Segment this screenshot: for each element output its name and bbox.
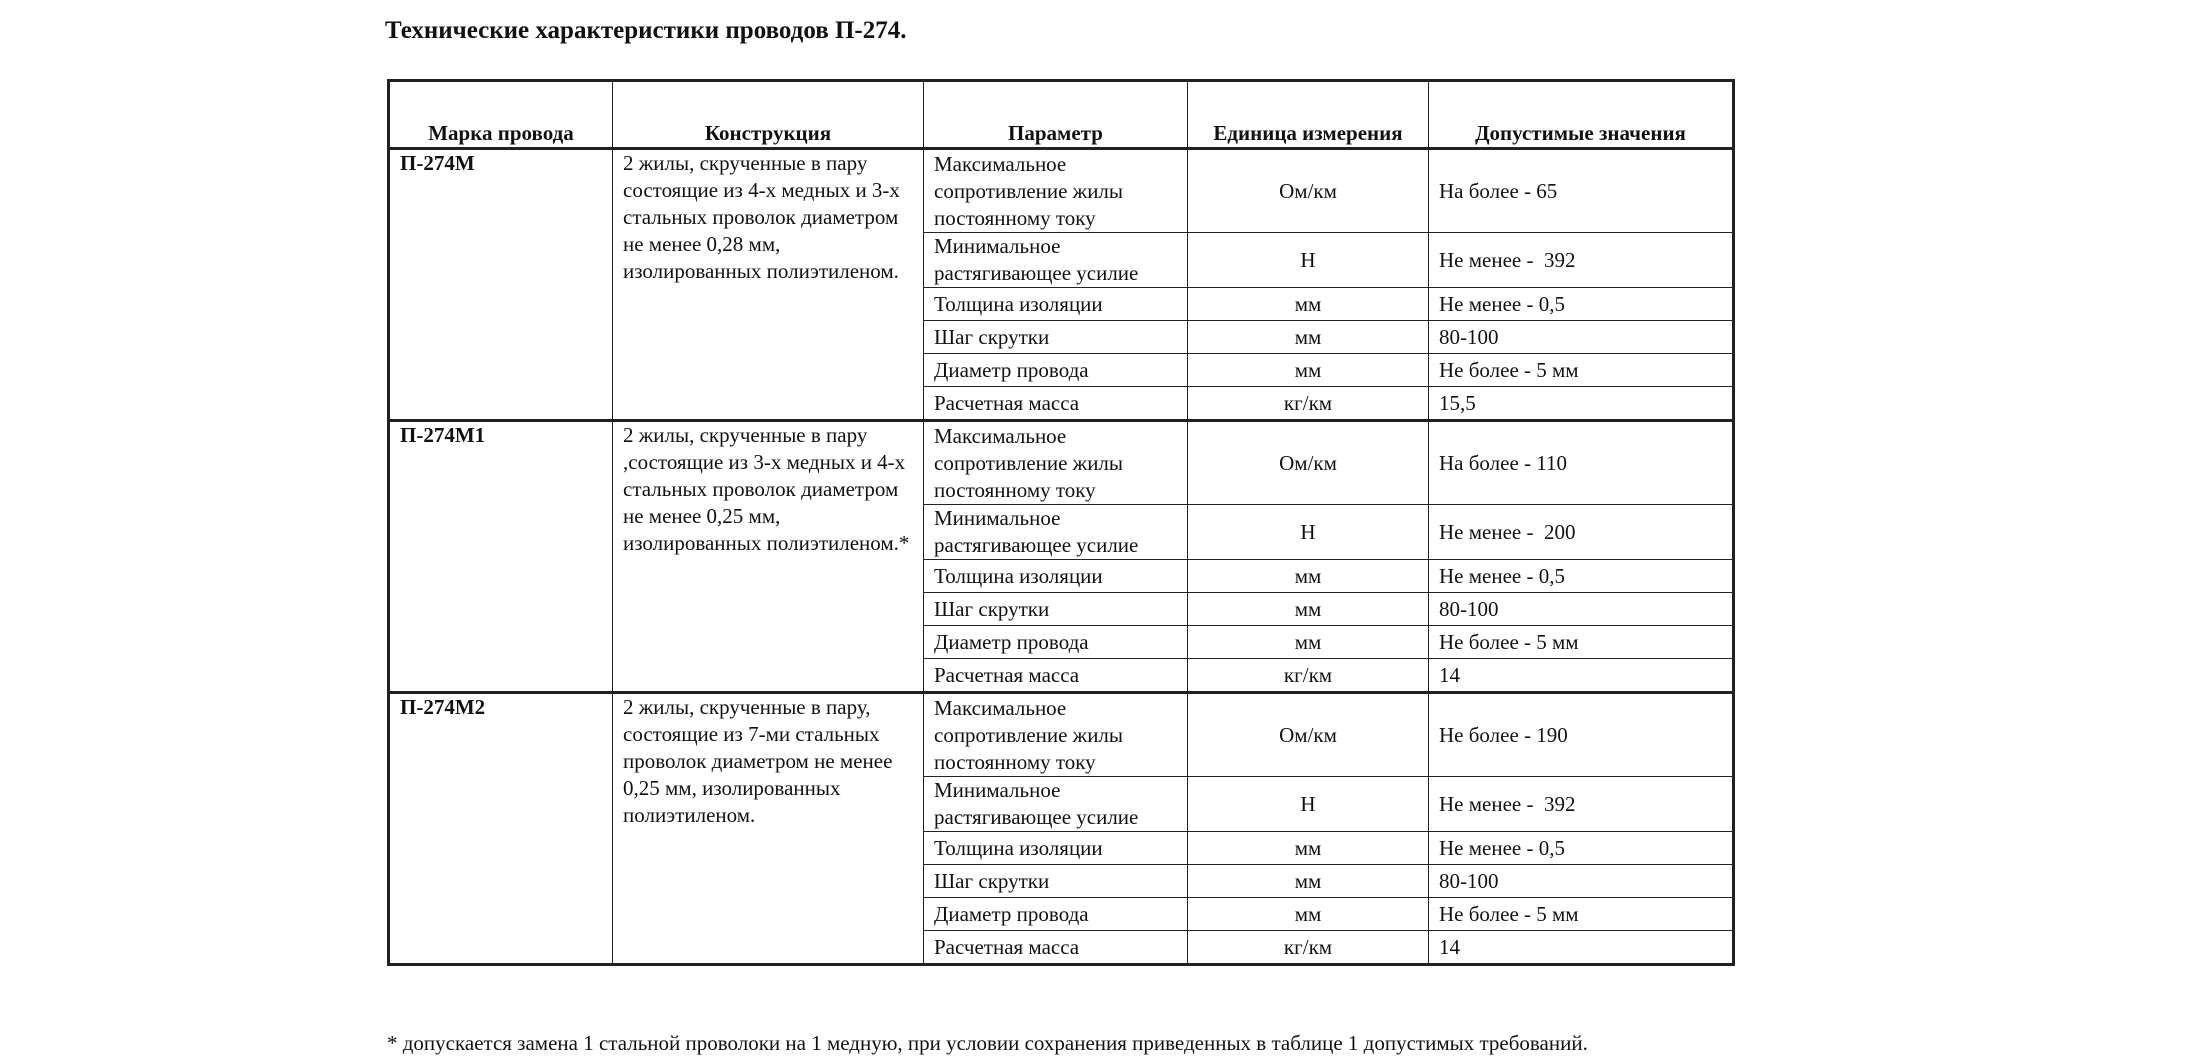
param-name: Расчетная масса	[924, 387, 1188, 421]
param-unit: Ом/км	[1188, 149, 1429, 233]
param-name: Толщина изоляции	[924, 560, 1188, 593]
param-name: Расчетная масса	[924, 659, 1188, 693]
param-name: Шаг скрутки	[924, 593, 1188, 626]
param-value: Не менее - 0,5	[1429, 560, 1734, 593]
param-unit: Н	[1188, 505, 1429, 560]
param-unit: мм	[1188, 865, 1429, 898]
header-parameter: Параметр	[924, 81, 1188, 149]
page-title: Технические характеристики проводов П-274.	[385, 17, 907, 44]
param-value: Не менее - 392	[1429, 233, 1734, 288]
param-unit: Ом/км	[1188, 421, 1429, 505]
table-row	[389, 693, 1734, 777]
wire-construction: 2 жилы, скрученные в пару состоящие из 4-х медных и 3-х стальных проволок диаметром не менее 0,28 мм, изолированных полиэтиленом.	[613, 149, 924, 421]
param-name: Толщина изоляции	[924, 832, 1188, 865]
param-value: 14	[1429, 659, 1734, 693]
wire-group-p274m2	[389, 693, 1734, 965]
param-unit: кг/км	[1188, 659, 1429, 693]
param-name: Минимальное растягивающее усилие	[924, 233, 1188, 288]
param-name: Максимальное сопротивление жилы постоянному току	[924, 149, 1188, 233]
param-value: Не более - 5 мм	[1429, 626, 1734, 659]
param-unit: Ом/км	[1188, 693, 1429, 777]
table-row	[389, 421, 1734, 505]
param-unit: кг/км	[1188, 387, 1429, 421]
param-value: 14	[1429, 931, 1734, 965]
param-unit: Н	[1188, 777, 1429, 832]
param-name: Диаметр провода	[924, 354, 1188, 387]
spec-table	[387, 79, 1735, 966]
param-value: Не более - 5 мм	[1429, 898, 1734, 931]
param-value: На более - 65	[1429, 149, 1734, 233]
header-construction: Конструкция	[613, 81, 924, 149]
param-unit: мм	[1188, 354, 1429, 387]
param-unit: Н	[1188, 233, 1429, 288]
header-brand: Марка провода	[389, 81, 613, 149]
wire-brand: П-274М	[389, 149, 613, 421]
param-name: Шаг скрутки	[924, 865, 1188, 898]
param-unit: мм	[1188, 560, 1429, 593]
table-header-row	[389, 81, 1734, 149]
param-unit: кг/км	[1188, 931, 1429, 965]
param-name: Диаметр провода	[924, 898, 1188, 931]
header-value: Допустимые значения	[1429, 81, 1734, 149]
header-unit: Единица измерения	[1188, 81, 1429, 149]
param-name: Диаметр провода	[924, 626, 1188, 659]
table-row	[389, 149, 1734, 233]
param-value: Не менее - 0,5	[1429, 832, 1734, 865]
param-value: На более - 110	[1429, 421, 1734, 505]
param-value: 80-100	[1429, 321, 1734, 354]
param-value: Не более - 5 мм	[1429, 354, 1734, 387]
wire-brand: П-274М1	[389, 421, 613, 693]
param-value: 80-100	[1429, 865, 1734, 898]
param-unit: мм	[1188, 288, 1429, 321]
wire-brand: П-274М2	[389, 693, 613, 965]
param-value: Не менее - 392	[1429, 777, 1734, 832]
param-name: Максимальное сопротивление жилы постоянному току	[924, 421, 1188, 505]
wire-group-p274m1	[389, 421, 1734, 693]
wire-construction: 2 жилы, скрученные в пару, состоящие из 7-ми стальных проволок диаметром не менее 0,25 мм, изолированных полиэтиленом.	[613, 693, 924, 965]
param-value: 15,5	[1429, 387, 1734, 421]
wire-group-p274m	[389, 149, 1734, 421]
param-name: Шаг скрутки	[924, 321, 1188, 354]
param-unit: мм	[1188, 626, 1429, 659]
footnote: * допускается замена 1 стальной проволоки на 1 медную, при условии сохранения приведенных в таблице 1 допустимых требований.	[387, 1031, 1588, 1055]
param-unit: мм	[1188, 593, 1429, 626]
param-name: Минимальное растягивающее усилие	[924, 505, 1188, 560]
param-name: Максимальное сопротивление жилы постоянному току	[924, 693, 1188, 777]
param-unit: мм	[1188, 832, 1429, 865]
wire-construction: 2 жилы, скрученные в пару ,состоящие из 3-х медных и 4-х стальных проволок диаметром не менее 0,25 мм, изолированных полиэтиленом.*	[613, 421, 924, 693]
param-value: Не более - 190	[1429, 693, 1734, 777]
param-value: Не менее - 0,5	[1429, 288, 1734, 321]
param-unit: мм	[1188, 898, 1429, 931]
param-unit: мм	[1188, 321, 1429, 354]
param-value: Не менее - 200	[1429, 505, 1734, 560]
param-name: Расчетная масса	[924, 931, 1188, 965]
param-value: 80-100	[1429, 593, 1734, 626]
param-name: Минимальное растягивающее усилие	[924, 777, 1188, 832]
param-name: Толщина изоляции	[924, 288, 1188, 321]
